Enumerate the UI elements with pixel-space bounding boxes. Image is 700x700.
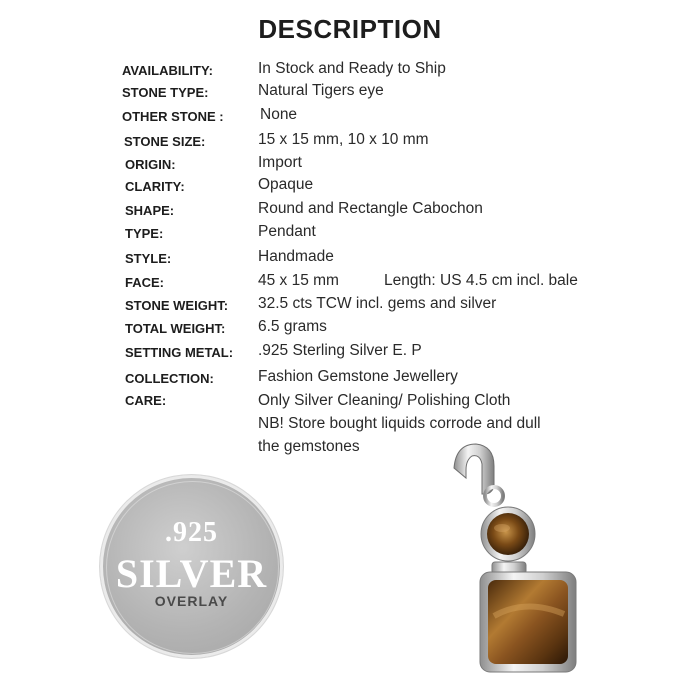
spec-value: Pendant — [258, 223, 316, 240]
spec-label: OTHER STONE : — [122, 109, 224, 124]
spec-row-other-stone — [0, 106, 700, 128]
spec-label: ORIGIN: — [125, 157, 176, 172]
silver-overlay-seal — [100, 475, 283, 658]
spec-row-stone-size — [0, 131, 700, 153]
spec-value: Import — [258, 154, 302, 171]
spec-value: .925 Sterling Silver E. P — [258, 342, 422, 359]
round-stone-shine — [494, 524, 510, 532]
seal-type: OVERLAY — [154, 593, 229, 609]
spec-row-origin — [0, 154, 700, 176]
spec-label: COLLECTION: — [125, 371, 214, 386]
pendant-image — [436, 438, 586, 678]
spec-label: TYPE: — [125, 226, 164, 241]
spec-value: 45 x 15 mm — [258, 272, 339, 289]
care-note: the gemstones — [258, 438, 360, 455]
spec-value: 15 x 15 mm, 10 x 10 mm — [258, 131, 429, 148]
seal-number: .925 — [165, 517, 218, 548]
care-note-line — [0, 438, 700, 460]
spec-label: SHAPE: — [125, 203, 175, 218]
round-stone — [487, 513, 529, 555]
spec-label: CLARITY: — [125, 179, 185, 194]
spec-value: Only Silver Cleaning/ Polishing Cloth — [258, 392, 511, 409]
bale-shape — [454, 444, 494, 494]
spec-label: FACE: — [125, 275, 164, 290]
spec-row-setting-metal — [0, 342, 700, 364]
spec-value: 32.5 cts TCW incl. gems and silver — [258, 295, 497, 312]
spec-row-clarity — [0, 176, 700, 198]
spec-row-face — [0, 272, 700, 294]
spec-row-stone-type — [0, 82, 700, 104]
spec-value: Handmade — [258, 248, 334, 265]
spec-label: STYLE: — [125, 251, 172, 266]
spec-row-style — [0, 248, 700, 270]
spec-value: Opaque — [258, 176, 314, 193]
spec-label: STONE WEIGHT: — [125, 298, 229, 313]
spec-label: CARE: — [125, 393, 167, 408]
spec-value: In Stock and Ready to Ship — [258, 60, 446, 77]
spec-row-shape — [0, 200, 700, 222]
spec-label: STONE TYPE: — [122, 85, 209, 100]
spec-value: Fashion Gemstone Jewellery — [258, 368, 458, 385]
jump-ring — [485, 487, 503, 505]
spec-row-availability — [0, 60, 700, 82]
spec-label: AVAILABILITY: — [122, 63, 213, 78]
spec-value: Round and Rectangle Cabochon — [258, 200, 483, 217]
care-note-line — [0, 415, 700, 437]
seal-metal: SILVER — [115, 551, 268, 596]
spec-value: Natural Tigers eye — [258, 82, 384, 99]
spec-row-type — [0, 223, 700, 245]
page-title: DESCRIPTION — [258, 14, 442, 44]
spec-label: STONE SIZE: — [124, 134, 206, 149]
spec-label: TOTAL WEIGHT: — [125, 321, 226, 336]
spec-row-stone-weight — [0, 295, 700, 317]
care-note: NB! Store bought liquids corrode and dull — [258, 415, 541, 432]
spec-value: 6.5 grams — [258, 318, 327, 335]
spec-row-care — [0, 392, 700, 414]
spec-length-value: Length: US 4.5 cm incl. bale — [384, 272, 578, 289]
spec-row-total-weight — [0, 318, 700, 340]
spec-label: SETTING METAL: — [125, 345, 234, 360]
rectangle-stone — [488, 580, 568, 664]
spec-row-collection — [0, 368, 700, 390]
spec-value: None — [260, 106, 298, 123]
